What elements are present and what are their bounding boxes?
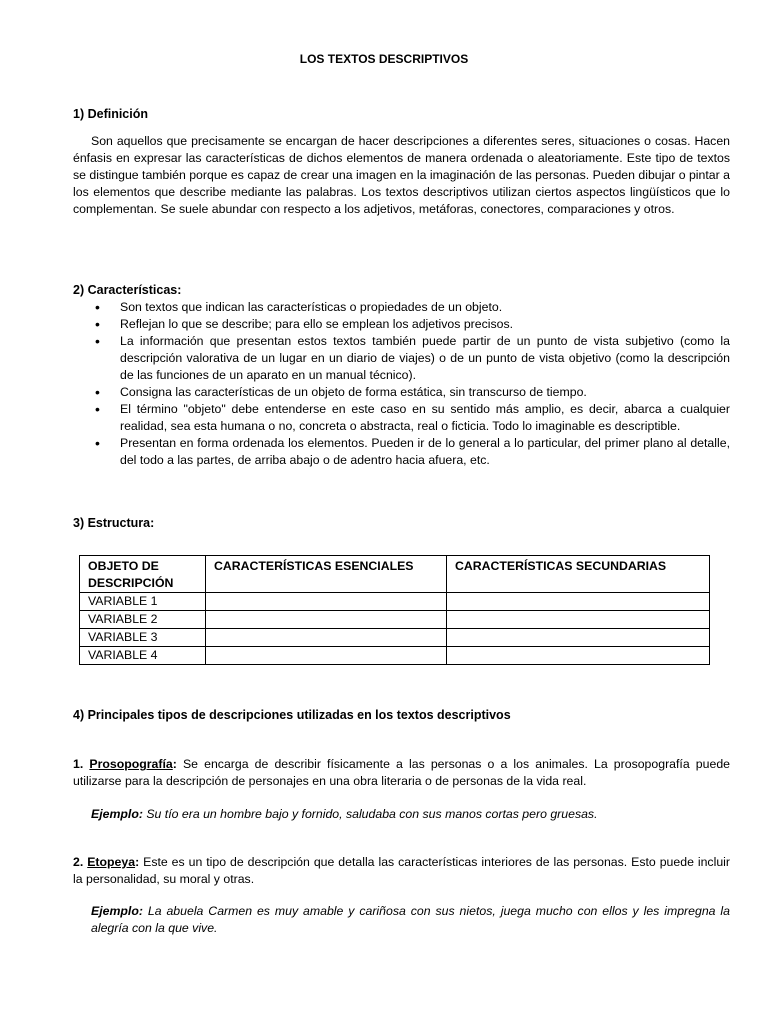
list-item-text: Son textos que indican las características o propiedades de un objeto. bbox=[120, 300, 503, 314]
list-item-text: Presentan en forma ordenada los elementos. Pueden ir de lo general a lo particular, del primer plano al detalle, del todo a las partes, de arriba abajo o de adentro hacia afuera, etc. bbox=[120, 436, 730, 467]
tipo-name: Etopeya bbox=[87, 855, 136, 869]
ejemplo-label: Ejemplo: bbox=[91, 904, 143, 918]
ejemplo-text: La abuela Carmen es muy amable y cariñosa con sus nietos, juega mucho con ellos y les impregna la alegría con la que vive. bbox=[91, 904, 730, 935]
tipo-text: Este es un tipo de descripción que detalla las características interiores de las personas. Esto puede incluir la personalidad, su moral y otras. bbox=[73, 855, 730, 886]
section-estructura-heading: 3) Estructura: bbox=[73, 516, 155, 530]
table-cell bbox=[206, 629, 447, 647]
section-tipos-heading: 4) Principales tipos de descripciones utilizadas en los textos descriptivos bbox=[73, 708, 511, 722]
ejemplo-label: Ejemplo: bbox=[91, 807, 143, 821]
table-header-row bbox=[80, 556, 710, 593]
table-cell: VARIABLE 2 bbox=[80, 611, 206, 629]
caracteristicas-list bbox=[73, 299, 730, 469]
bullet-icon: • bbox=[95, 401, 100, 417]
table-header-cell: CARACTERÍSTICAS ESENCIALES bbox=[206, 556, 447, 593]
table-cell bbox=[447, 593, 710, 611]
list-item bbox=[73, 333, 730, 384]
list-item bbox=[73, 316, 730, 333]
list-item-text: El término "objeto" debe entenderse en este caso en su sentido más amplio, es decir, abarca a cualquier realidad, sea esta humana o no, concreta o abstracta, real o ficticia. Todo lo imaginable es descriptible. bbox=[120, 402, 730, 433]
table-cell bbox=[447, 629, 710, 647]
list-item-text: Consigna las características de un objeto de forma estática, sin transcurso de tiempo. bbox=[120, 385, 587, 399]
list-item-text: Reflejan lo que se describe; para ello se emplean los adjetivos precisos. bbox=[120, 317, 514, 331]
table-row bbox=[80, 647, 710, 665]
table-cell bbox=[447, 611, 710, 629]
tipo-etopeya bbox=[73, 854, 730, 888]
list-item bbox=[73, 299, 730, 316]
tipo-number: 1. bbox=[73, 757, 84, 771]
list-item-text: La información que presentan estos textos también puede partir de un punto de vista subjetivo (como la descripción valorativa de un lugar en un diario de viajes) o de un punto de vista objetivo (como la descripción de las funciones de un aparato en un manual técnico). bbox=[120, 334, 730, 382]
table-header-cell: OBJETO DE DESCRIPCIÓN bbox=[80, 556, 206, 593]
tipo-number: 2. bbox=[73, 855, 84, 869]
table-row bbox=[80, 629, 710, 647]
bullet-icon: • bbox=[95, 435, 100, 451]
table-cell bbox=[206, 611, 447, 629]
section-definicion-heading: 1) Definición bbox=[73, 107, 149, 121]
table-cell: VARIABLE 1 bbox=[80, 593, 206, 611]
table-cell bbox=[447, 647, 710, 665]
tipo-text: Se encarga de describir físicamente a las personas o a los animales. La prosopografía puede utilizarse para la descripción de personajes en una obra literaria o de personas de la vida real. bbox=[73, 757, 730, 788]
table-cell bbox=[206, 593, 447, 611]
ejemplo-prosopografia bbox=[91, 806, 730, 823]
list-item bbox=[73, 435, 730, 469]
tipo-separator: : bbox=[172, 757, 177, 771]
table-cell: VARIABLE 4 bbox=[80, 647, 206, 665]
tipo-name: Prosopografía bbox=[89, 757, 173, 771]
ejemplo-text: Su tío era un hombre bajo y fornido, saludaba con sus manos cortas pero gruesas. bbox=[142, 807, 598, 821]
tipo-separator: : bbox=[135, 855, 140, 869]
tipo-prosopografia bbox=[73, 756, 730, 790]
bullet-icon: • bbox=[95, 333, 100, 349]
table-row bbox=[80, 593, 710, 611]
section-caracteristicas-heading: 2) Características: bbox=[73, 283, 182, 297]
table-cell: VARIABLE 3 bbox=[80, 629, 206, 647]
table-header-cell: CARACTERÍSTICAS SECUNDARIAS bbox=[447, 556, 710, 593]
bullet-icon: • bbox=[95, 384, 100, 400]
bullet-icon: • bbox=[95, 316, 100, 332]
bullet-icon: • bbox=[95, 299, 100, 315]
table-row bbox=[80, 611, 710, 629]
list-item bbox=[73, 401, 730, 435]
table-cell bbox=[206, 647, 447, 665]
section-definicion-text: Son aquellos que precisamente se encargan de hacer descripciones a diferentes seres, situaciones o cosas. Hacen énfasis en expresar las características de dichos elementos de manera ordenada o aleatoriamente. Este tipo de textos se distingue también porque es capaz de crear una imagen en la imaginación de las personas. Pueden dibujar o pintar a los elementos que describe mediante las palabras. Los textos descriptivos utilizan ciertos aspectos lingüísticos que lo complementan. Se suele abundar con respecto a los adjetivos, metáforas, conectores, comparaciones y otros. bbox=[73, 134, 730, 216]
list-item bbox=[73, 384, 730, 401]
document-title: LOS TEXTOS DESCRIPTIVOS bbox=[299, 52, 469, 66]
estructura-table bbox=[79, 555, 710, 665]
ejemplo-etopeya bbox=[91, 903, 730, 937]
